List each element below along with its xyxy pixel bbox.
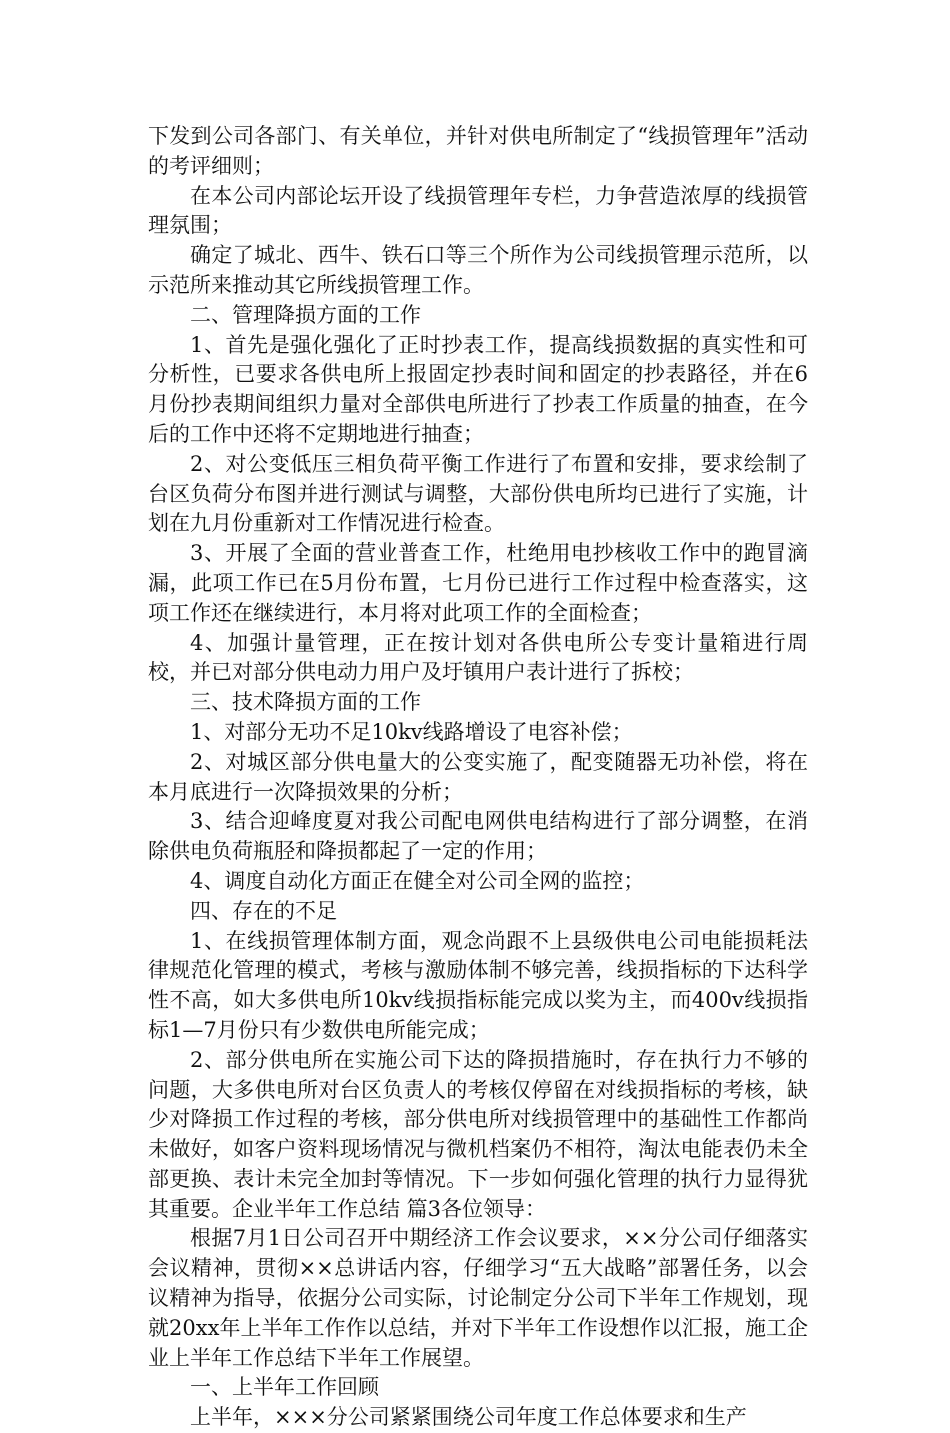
- paragraph: 1、对部分无功不足10kv线路增设了电容补偿；: [190, 719, 633, 744]
- paragraph: 在本公司内部论坛开设了线损管理年专栏，力争营造浓厚的线损管理氛围；: [148, 183, 808, 238]
- paragraph: 根据7月1日公司召开中期经济工作会议要求，××分公司仔细落实会议精神，贯彻××总讲话内容，仔细学习“五大战略”部署任务，以会议精神为指导，依据分公司实际，讨论制定分公司下半年工作规划，现就20xx年上半年工作作以总结，并对下半年工作设想作以汇报，施工企业上半年工作总结下半年工作展望。: [148, 1226, 808, 1370]
- section-heading: 四、存在的不足: [190, 898, 337, 923]
- paragraph: 2、部分供电所在实施公司下达的降损措施时，存在执行力不够的问题，大多供电所对台区负责人的考核仅停留在对线损指标的考核，缺少对降损工作过程的考核，部分供电所对线损管理中的基础性工作都尚未做好，如客户资料现场情况与微机档案仍不相符，淘汰电能表仍未全部更换、表计未完全加封等情况。下一步如何强化管理的执行力显得犹其重要。企业半年工作总结 篇3各位领导：: [148, 1047, 808, 1221]
- paragraph: 2、对城区部分供电量大的公变实施了，配变随器无功补偿，将在本月底进行一次降损效果的分析；: [148, 749, 808, 804]
- section-heading: 二、管理降损方面的工作: [190, 302, 421, 327]
- section-heading: 三、技术降损方面的工作: [190, 690, 421, 715]
- paragraph: 3、结合迎峰度夏对我公司配电网供电结构进行了部分调整，在消除供电负荷瓶胫和降损都起了一定的作用；: [148, 809, 808, 864]
- paragraph: 3、开展了全面的营业普查工作，杜绝用电抄核收工作中的跑冒滴漏，此项工作已在5月份布置，七月份已进行工作过程中检查落实，这项工作还在继续进行，本月将对此项工作的全面检查；: [148, 541, 808, 625]
- paragraph: 4、加强计量管理，正在按计划对各供电所公专变计量箱进行周校，并已对部分供电动力用户及圩镇用户表计进行了拆校；: [148, 630, 808, 685]
- paragraph: 下发到公司各部门、有关单位，并针对供电所制定了“线损管理年”活动的考评细则；: [148, 124, 808, 178]
- document-body: [148, 122, 808, 1433]
- paragraph: 1、首先是强化强化了正时抄表工作，提高线损数据的真实性和可分析性，已要求各供电所上报固定抄表时间和固定的抄表路径，并在6月份抄表期间组织力量对全部供电所进行了抄表工作质量的抽查，在今后的工作中还将不定期地进行抽查；: [148, 332, 808, 446]
- paragraph: 确定了城北、西牛、铁石口等三个所作为公司线损管理示范所，以示范所来推动其它所线损管理工作。: [148, 243, 808, 297]
- paragraph: 2、对公变低压三相负荷平衡工作进行了布置和安排，要求绘制了台区负荷分布图并进行测试与调整，大部份供电所均已进行了实施，计划在九月份重新对工作情况进行检查。: [148, 451, 808, 536]
- paragraph: 4、调度自动化方面正在健全对公司全网的监控；: [190, 868, 645, 893]
- paragraph: 1、在线损管理体制方面，观念尚跟不上县级供电公司电能损耗法律规范化管理的模式，考核与激励体制不够完善，线损指标的下达科学性不高，如大多供电所10kv线损指标能完成以奖为主，而400v线损指标1—7月份只有少数供电所能完成；: [148, 928, 808, 1042]
- section-heading: 一、上半年工作回顾: [190, 1375, 379, 1400]
- paragraph: 上半年，×××分公司紧紧围绕公司年度工作总体要求和生产: [190, 1405, 747, 1430]
